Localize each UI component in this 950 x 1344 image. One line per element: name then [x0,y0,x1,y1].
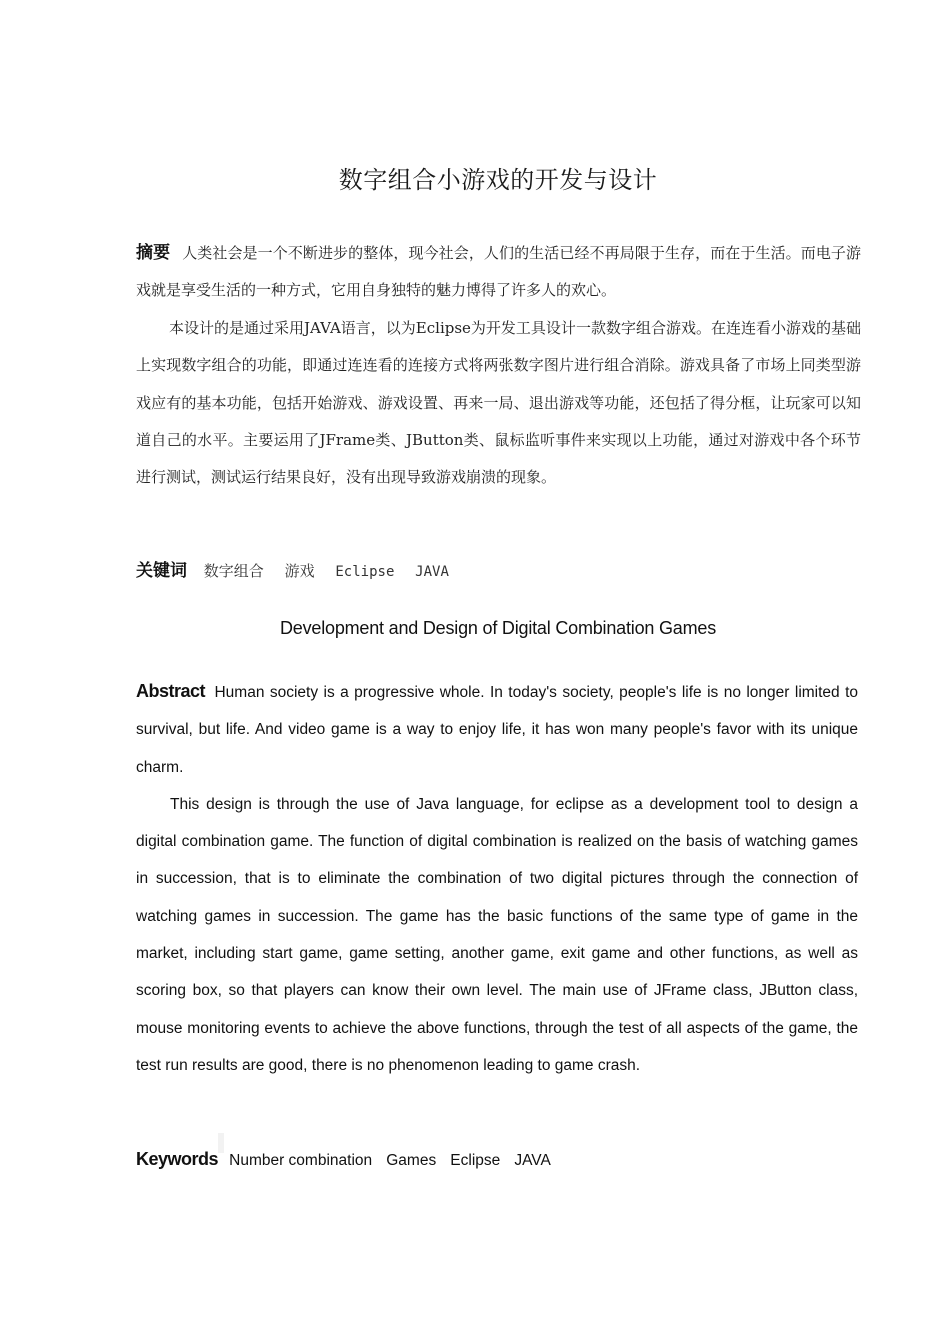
chinese-abstract-paragraph-2: 本设计的是通过采用JAVA语言，以为Eclipse为开发工具设计一款数字组合游戏。在连连看小游戏的基础上实现数字组合的功能，即通过连连看的连接方式将两张数字图片进行组合消除。游戏具备了市场上同类型游戏应有的基本功能，包括开始游戏、游戏设置、再来一局、退出游戏等功能，还包括了得分框，让玩家可以知道自己的水平。主要运用了JFrame类、JButton类、鼠标监听事件来实现以上功能，通过对游戏中各个环节进行测试，测试运行结果良好，没有出现导致游戏崩溃的现象。 [136,318,861,487]
english-abstract-label: Abstract [136,681,206,701]
english-abstract-paragraph-2: This design is through the use of Java language, for eclipse as a development tool to design a digital combination game. The function of digital combination is realized on the basis of watching games in succession, that is to eliminate the combination of two digital pictures through the connection of watching games in succession. The game has the basic functions of the same type of game in the market, including start game, game setting, another game, exit game and other functions, as well as scoring box, so that players can know their own level. The main use of JFrame class, JButton class, mouse monitoring events to achieve the above functions, through the test of all aspects of the game, the test run results are good, there is no phenomenon leading to game crash. [136,795,858,1074]
chinese-abstract-paragraph-1 [136,235,861,310]
text-cursor-mark [218,1133,224,1153]
chinese-title: 数字组合小游戏的开发与设计 [338,166,658,194]
english-title: Development and Design of Digital Combination Games [279,618,717,638]
english-keyword: Eclipse [450,1152,501,1169]
chinese-keyword: JAVA [415,564,449,580]
chinese-keywords [136,553,861,590]
english-abstract [136,673,858,1084]
chinese-keyword: Eclipse [335,564,395,580]
english-keyword: JAVA [514,1152,551,1169]
english-keywords [136,1141,858,1179]
english-keyword: Games [386,1152,437,1169]
english-abstract-text-1: Human society is a progressive whole. In today's society, people's life is no longer limited to survival, but life. And video game is a way to enjoy life, it has won many people's favor with its unique charm. [136,684,859,776]
english-keyword: Number combination [229,1152,373,1169]
chinese-abstract-text-1: 人类社会是一个不断进步的整体，现今社会，人们的生活已经不再局限于生存，而在于生活。而电子游戏就是享受生活的一种方式，它用自身独特的魅力博得了许多人的欢心。 [136,244,862,300]
chinese-keywords-label: 关键词 [136,561,187,581]
chinese-abstract-label: 摘要 [136,243,171,263]
chinese-abstract [136,235,861,497]
english-keywords-label: Keywords [136,1149,219,1169]
english-abstract-paragraph-1 [136,673,858,786]
chinese-keyword: 数字组合 [203,562,264,580]
chinese-keyword: 游戏 [284,562,315,580]
